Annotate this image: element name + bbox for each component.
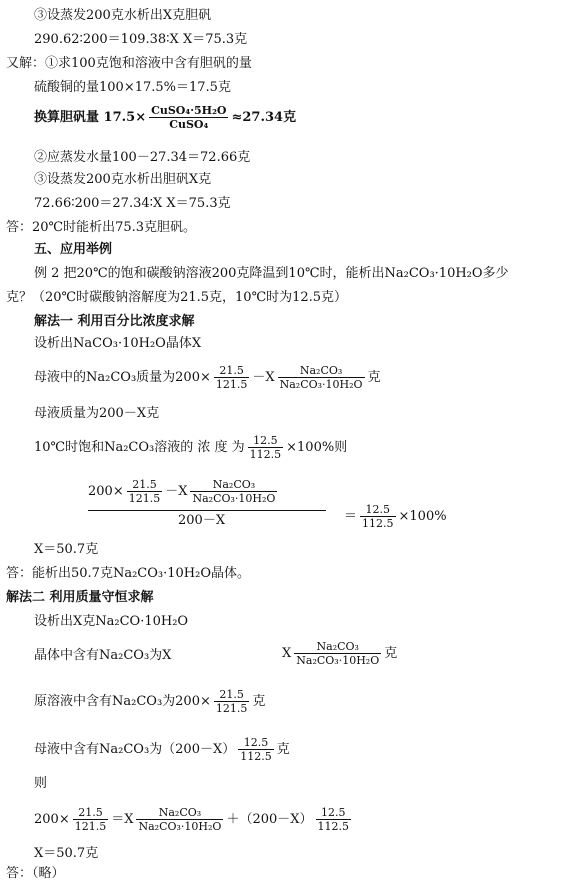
text-line: 硫酸铜的量100×17.5%＝17.5克 <box>34 80 231 95</box>
fraction-denominator: 112.5 <box>240 750 272 763</box>
method-heading: 解法一 利用百分比浓度求解 <box>34 314 195 329</box>
fraction <box>214 688 250 715</box>
text-line: X＝50.7克 <box>34 542 99 557</box>
text-line: 设析出NaCO₃·10H₂O晶体X <box>34 336 202 351</box>
fraction-bar <box>88 510 326 511</box>
text-fragment: 换算胆矾量 17.5× <box>34 110 147 125</box>
text-line: 答：（略） <box>6 866 65 881</box>
fraction <box>316 806 352 833</box>
text-fragment: ＋（200－X） <box>226 812 313 827</box>
text-fragment: ≈27.34克 <box>231 110 297 125</box>
text-fragment: －X <box>165 484 188 499</box>
fraction-denominator: Na₂CO₃·10H₂O <box>279 378 363 391</box>
fraction-numerator: 12.5 <box>238 736 274 750</box>
text-line: 290.62∶200＝109.38∶X X＝75.3克 <box>34 32 248 47</box>
fraction-numerator: 12.5 <box>248 434 284 448</box>
formula-line <box>34 434 347 461</box>
fraction-numerator: Na₂CO₃ <box>136 806 223 820</box>
fraction-numerator: 21.5 <box>214 688 250 702</box>
text-line: ②应蒸发水量100－27.34＝72.66克 <box>34 150 251 165</box>
fraction-denominator: Na₂CO₃·10H₂O <box>296 654 380 667</box>
text-line: 设析出X克Na₂CO·10H₂O <box>34 614 189 629</box>
text-fragment: ＝ <box>344 509 358 524</box>
fraction-denominator: 121.5 <box>128 492 161 505</box>
text-fragment: 200× <box>34 812 70 827</box>
text-line: 则 <box>34 776 48 791</box>
formula-line <box>34 104 296 131</box>
text-line: 母液质量为200－X克 <box>34 406 160 421</box>
fraction-numerator: Na₂CO₃ <box>278 364 365 378</box>
text-fragment: ×100%则 <box>286 440 348 455</box>
text-line: ③设蒸发200克水析出X克胆矾 <box>34 8 212 23</box>
text-line: X＝50.7克 <box>34 846 99 861</box>
text-line: 例 2 把20℃的饱和碳酸钠溶液200克降温到10℃时，能析出Na₂CO₃·10H₂O多少 <box>34 266 509 281</box>
fraction-denominator: 121.5 <box>215 702 248 715</box>
text-fragment: 克 <box>367 370 381 385</box>
fraction-denominator: Na₂CO₃·10H₂O <box>138 820 222 833</box>
fraction <box>136 806 223 833</box>
method-heading: 解法二 利用质量守恒求解 <box>6 590 154 605</box>
fraction-denominator: 112.5 <box>317 820 350 833</box>
text-fragment: 克 <box>384 646 398 661</box>
text-line: 答：20℃时能析出75.3克胆矾。 <box>6 220 197 235</box>
formula-line <box>282 640 397 667</box>
text-fragment: 原溶液中含有Na₂CO₃为200× <box>34 694 211 709</box>
fraction-numerator: CuSO₄·5H₂O <box>151 104 227 117</box>
section-heading: 五、应用举例 <box>34 242 113 257</box>
fraction-denominator: 112.5 <box>249 448 282 461</box>
fraction-numerator: 12.5 <box>360 503 396 517</box>
text-line: 克？（20℃时碳酸钠溶解度为21.5克，10℃时为12.5克） <box>6 290 348 305</box>
text-line: 答：能析出50.7克Na₂CO₃·10H₂O晶体。 <box>6 566 250 581</box>
fraction <box>190 478 277 505</box>
text-fragment: 200× <box>88 484 124 499</box>
text-line: 晶体中含有Na₂CO₃为X <box>34 648 172 663</box>
fraction-numerator: 12.5 <box>316 806 352 820</box>
fraction-numerator: 21.5 <box>214 364 250 378</box>
text-fragment: 10℃时饱和Na₂CO₃溶液的 浓 度 为 <box>34 440 245 455</box>
text-fragment: －X <box>252 370 275 385</box>
fraction <box>73 806 109 833</box>
text-fragment: 克 <box>252 694 266 709</box>
fraction <box>149 104 228 131</box>
fraction-denominator: 112.5 <box>362 517 394 530</box>
text-fragment: ×100% <box>398 509 447 524</box>
text-line: 72.66∶200＝27.34∶X X＝75.3克 <box>34 196 231 211</box>
fraction-numerator: 21.5 <box>73 806 109 820</box>
fraction-denominator: Na₂CO₃·10H₂O <box>192 492 276 505</box>
text-fragment: 克 <box>276 742 290 757</box>
fraction-numerator: Na₂CO₃ <box>294 640 381 654</box>
compound-numerator <box>88 478 280 505</box>
fraction-denominator: 121.5 <box>74 820 107 833</box>
text-fragment: 母液中的Na₂CO₃质量为200× <box>34 370 211 385</box>
fraction <box>248 434 284 461</box>
fraction <box>127 478 163 505</box>
fraction-numerator: 21.5 <box>127 478 163 492</box>
fraction-numerator: Na₂CO₃ <box>190 478 277 492</box>
formula-line <box>34 806 354 833</box>
fraction <box>214 364 250 391</box>
fraction <box>294 640 381 667</box>
fraction-denominator: CuSO₄ <box>169 118 209 131</box>
formula-line <box>34 364 381 391</box>
compound-denominator: 200－X <box>178 513 226 528</box>
text-fragment: ＝X <box>111 812 134 827</box>
text-line: 又解：①求100克饱和溶液中含有胆矾的量 <box>6 56 252 71</box>
fraction <box>360 503 396 530</box>
formula-line <box>34 736 290 763</box>
text-line: ③设蒸发200克水析出胆矾X克 <box>34 172 212 187</box>
text-fragment: X <box>282 646 292 661</box>
fraction <box>238 736 274 763</box>
text-fragment: 母液中含有Na₂CO₃为（200－X） <box>34 742 236 757</box>
formula-rhs <box>344 503 447 530</box>
fraction-denominator: 121.5 <box>215 378 248 391</box>
fraction <box>278 364 365 391</box>
formula-line <box>34 688 265 715</box>
